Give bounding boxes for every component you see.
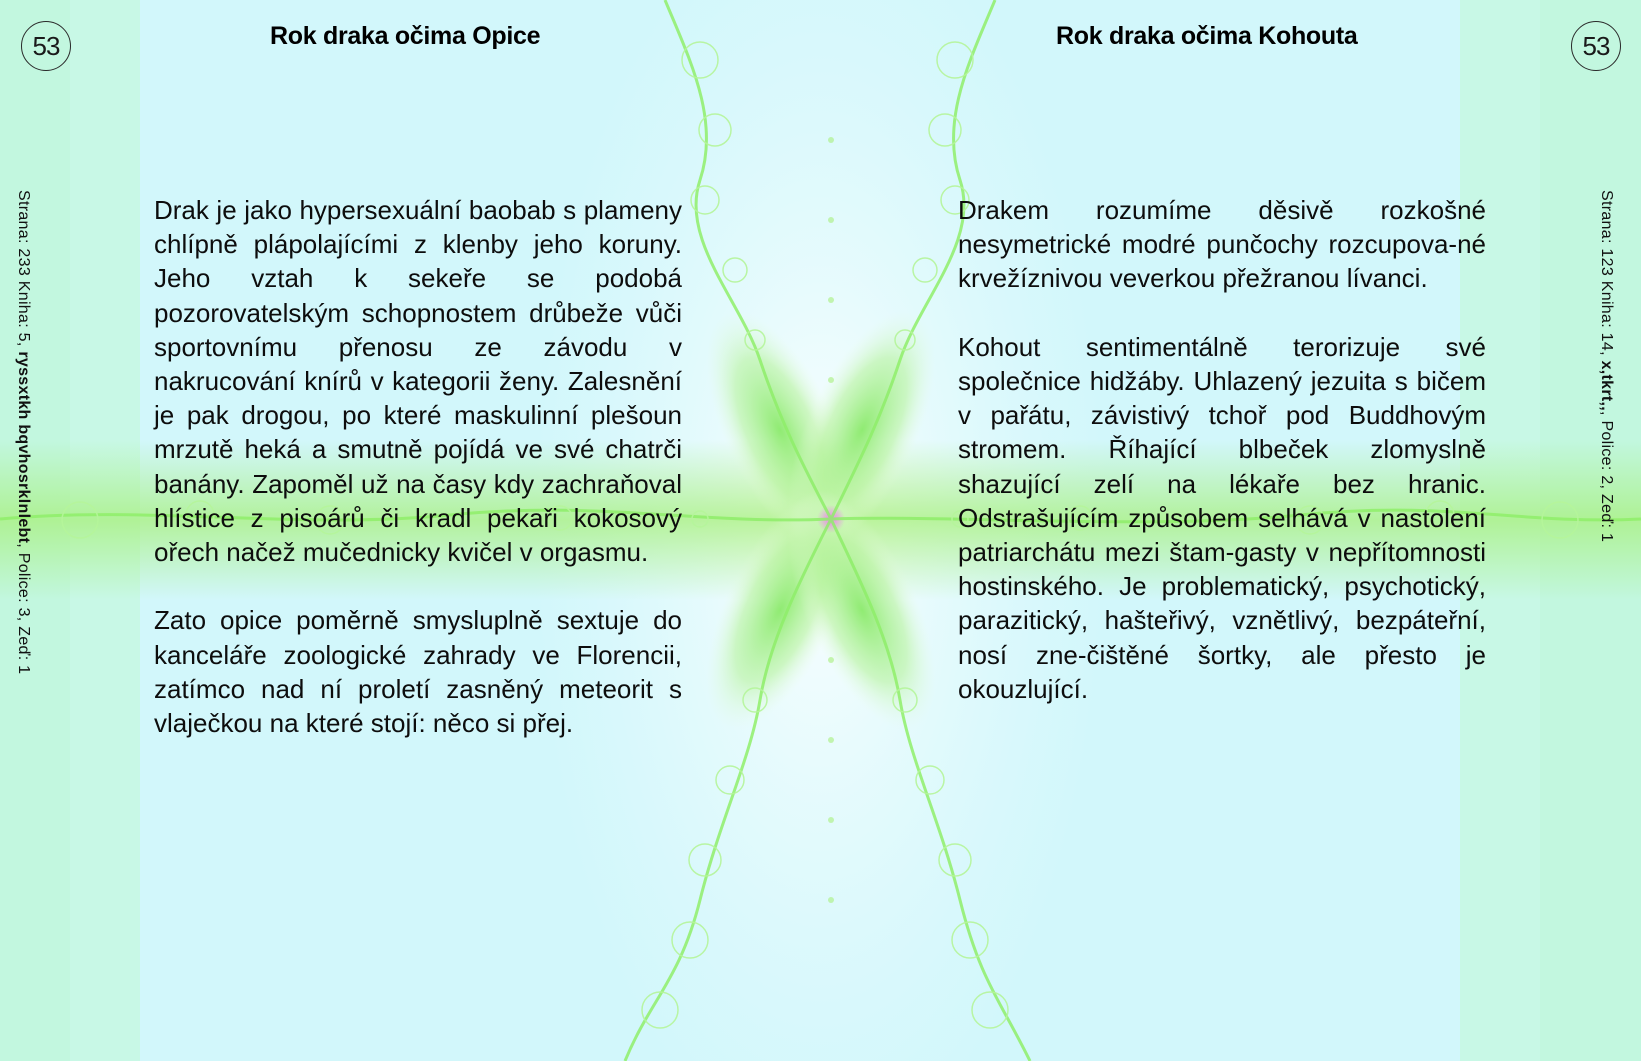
- side-note-left: [14, 190, 32, 674]
- paragraph: Drakem rozumíme děsivě rozkošné nesymetrické modré punčochy rozcupova-né krvežíznivou veverkou přežranou lívanci.: [958, 195, 1486, 294]
- page-number-text: 53: [32, 30, 60, 61]
- side-note-code: ryssxtkh bqvhosrklnlebt: [15, 351, 32, 544]
- side-note-right: [1597, 190, 1615, 542]
- body-text-left: [154, 193, 682, 774]
- side-note-prefix: Strana: 123 Kniha: 14,: [1598, 190, 1615, 361]
- page-number-right: [1571, 21, 1621, 71]
- paragraph: Kohout sentimentálně terorizuje své společnice hidžáby. Uhlazený jezuita s bičem v pařátu, závistivý tchoř pod Buddhovým stromem. Říhající blbeček zlomyslně shazující zelí na lékaře bez hranic. Odstrašujícím způsobem selhává v nastolení patriarchátu mezi štam-gasty v nepřítomnosti hostinského. Je problematický, psychotický, parazitický, hašteřivý, vznětlivý, bezpáteřní, nosí zne-čištěné šortky, ale přesto je okouzlující.: [958, 331, 1486, 704]
- page-number-left: [21, 21, 71, 71]
- side-note-prefix: Strana: 233 Kniha: 5,: [15, 190, 32, 352]
- side-note-code: x,tkrt,,: [1598, 360, 1615, 411]
- page-title-right: Rok draka očima Kohouta: [1056, 22, 1358, 50]
- side-note-suffix: , Police: 3, Zeď: 1: [15, 543, 32, 675]
- body-text-right: [958, 193, 1486, 740]
- side-note-suffix: , Police: 2, Zeď: 1: [1598, 411, 1615, 543]
- page-number-text: 53: [1582, 30, 1610, 61]
- paragraph: Zato opice poměrně smysluplně sextuje do kanceláře zoologické zahrady ve Florencii, zatímco nad ní proletí zasněný meteorit s vlaječkou na které stojí: něco si přej.: [154, 605, 682, 739]
- paragraph: Drak je jako hypersexuální baobab s plameny chlípně plápolajícími z klenby jeho koruny. Jeho vztah k sekeře se podobá pozorovatelským schopnostem drůbeže vůči sportovnímu přenosu ze závodu v nakrucování knírů v kategorii ženy. Zalesnění je pak drogou, po které maskulinní plešoun mrzutě heká a smutně pojídá ve své chatrči banány. Zapoměl už na časy kdy zachraňoval hlístice z pisoárů či kradl pekaři kokosový ořech načež mučednicky kvičel v orgasmu.: [154, 195, 682, 568]
- page-title-left: Rok draka očima Opice: [270, 22, 541, 50]
